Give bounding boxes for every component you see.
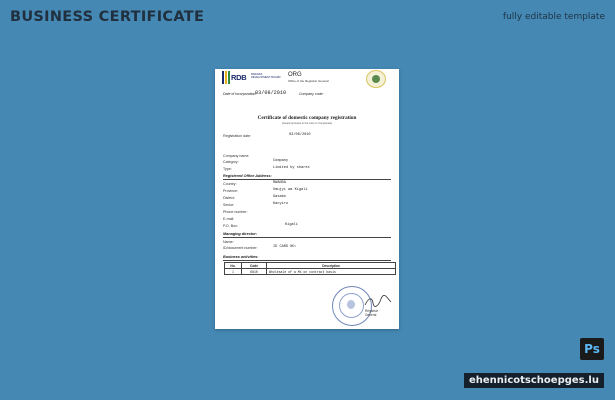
logo-abbr: RDB [231, 73, 247, 82]
logo-line1: RWANDA [251, 73, 263, 76]
email-label: E-mail: [223, 217, 235, 221]
logo-bar-green [228, 71, 230, 84]
country-value: RWANDA [273, 181, 286, 185]
page-heading: BUSINESS CERTIFICATE [10, 9, 205, 25]
certificate-title: Certificate of domestic company registration [257, 115, 357, 121]
office-subtitle: Office of the Registrar General [288, 79, 329, 83]
company-name-label: Company name: [223, 154, 250, 158]
office-name: ORG [288, 72, 302, 78]
category-label: Category: [223, 160, 239, 164]
country-label: Country: [223, 182, 237, 186]
category-value: Company [273, 159, 289, 163]
date-label: Date of incorporation: [223, 92, 257, 96]
coat-of-arms-icon [366, 70, 386, 88]
manager-name-label: Name: [223, 240, 234, 244]
photoshop-icon: Ps [580, 338, 604, 360]
registrar-title: Registrar [365, 309, 378, 313]
table-row [225, 269, 396, 275]
column-header-no: No. [225, 263, 242, 269]
phone-label: Phone number: [223, 210, 248, 214]
row-description: Wholesale of a Ms on contract basis [267, 269, 396, 275]
business-activities-heading: Business activities: [223, 255, 259, 259]
divider [223, 260, 391, 261]
district-value: Gasabo [273, 195, 286, 199]
type-value: Limited by shares [273, 166, 310, 170]
manager-id-label: ID/document number: [223, 246, 258, 250]
type-label: Type: [223, 167, 232, 171]
province-value: Umujyi wa Kigali [273, 188, 308, 192]
divider [223, 179, 391, 180]
company-code-label: Company code: [299, 92, 324, 96]
pobox-label: P.O. Box: [223, 224, 238, 228]
district-label: District: [223, 196, 235, 200]
managing-director-heading: Managing director: [223, 232, 258, 236]
registration-date-value: 03/08/2010 [289, 133, 311, 137]
rdb-logo [222, 71, 230, 84]
registration-date-label: Registration date: [223, 134, 252, 138]
registrar-signature-block [365, 309, 378, 317]
row-no: 1 [225, 269, 242, 275]
sector-label: Sector: [223, 203, 235, 207]
pobox-value: Kigali [285, 223, 298, 227]
manager-id-value: ID CARD NO: [273, 245, 297, 249]
date-value: 03/08/2010 [255, 90, 287, 96]
logo-subtext [251, 73, 281, 79]
column-header-code: Code [242, 263, 267, 269]
sector-value: Kacyiru [273, 202, 289, 206]
page-subheading: fully editable template [502, 12, 605, 22]
column-header-description: Description [267, 263, 396, 269]
certificate-document [215, 69, 399, 329]
row-code: 6810 [242, 269, 267, 275]
certificate-subtitle: (issued pursuant to the Law on Companies) [281, 122, 333, 125]
registrar-office: General [365, 313, 377, 317]
business-activities-table [224, 262, 396, 275]
divider [223, 237, 391, 238]
logo-line2: DEVELOPMENT BOARD [251, 76, 281, 80]
watermark-label: ehennicotschoepges.lu [464, 373, 604, 388]
province-label: Province: [223, 189, 238, 193]
office-address-heading: Registered Office Address: [223, 174, 272, 178]
signature [363, 295, 393, 309]
